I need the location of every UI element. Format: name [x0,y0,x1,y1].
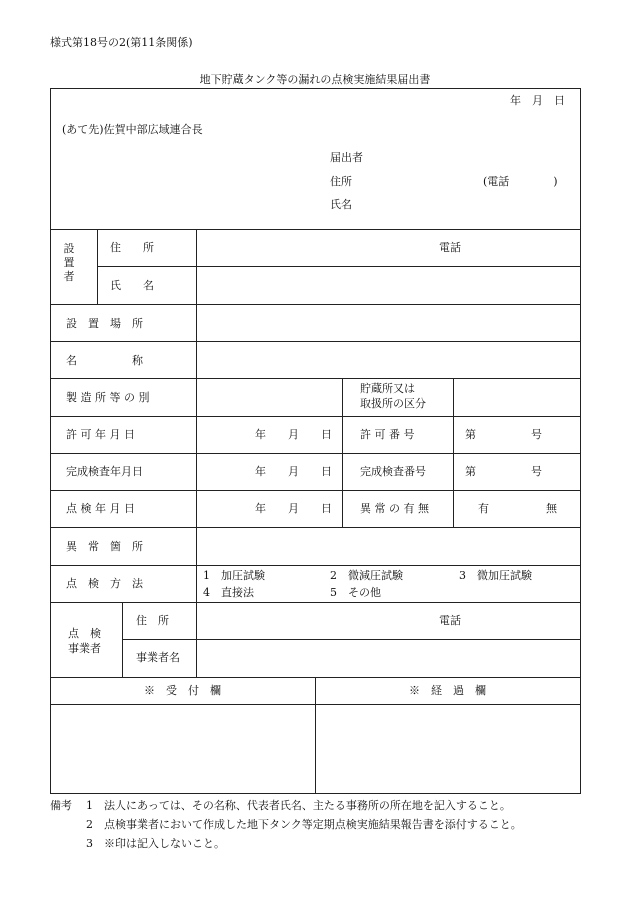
storage-type-label: 貯蔵所又は 取扱所の区分 [360,382,426,410]
applicant-phone-label: (電話 ) [483,175,558,188]
inspector-address-label: 住 所 [136,614,169,627]
permit-number-value[interactable]: 第 号 [465,428,542,441]
completion-number-label: 完成検査番号 [360,465,426,478]
permit-date-value[interactable]: 年 月 日 [255,428,332,441]
installer-phone-label: 電話 [439,241,461,254]
permit-number-label: 許 可 番 号 [360,428,415,441]
abnormality-no[interactable]: 無 [546,502,557,515]
inspector-name-label: 事業者名 [136,651,180,664]
applicant-name-label: 氏名 [330,198,352,211]
name-label: 名 称 [66,354,143,367]
note-3: 3 ※印は記入しないこと。 [86,837,225,850]
method-label: 点 検 方 法 [66,577,143,590]
applicant-address-label: 住所 [330,175,352,188]
notifier-label: 届出者 [330,151,363,164]
completion-date-label: 完成検査年月日 [66,465,143,478]
method-option-2[interactable]: 2 微減圧試験 [330,569,403,582]
inspection-date-label: 点 検 年 月 日 [66,502,135,515]
inspection-date-value[interactable]: 年 月 日 [255,502,332,515]
form-number: 様式第18号の2(第11条関係) [50,36,193,49]
completion-number-value[interactable]: 第 号 [465,465,542,478]
method-option-1[interactable]: 1 加圧試験 [203,569,265,582]
completion-date-value[interactable]: 年 月 日 [255,465,332,478]
inspector-label: 点 検 事業者 [68,627,101,655]
date-field[interactable]: 年 月 日 [510,94,565,107]
installer-address-label: 住 所 [110,241,154,254]
addressee: (あて先)佐賀中部広域連合長 [62,123,203,136]
location-label: 設 置 場 所 [66,317,143,330]
note-2: 2 点検事業者において作成した地下タンク等定期点検実施結果報告書を添付すること。 [86,818,522,831]
form-title: 地下貯蔵タンク等の漏れの点検実施結果届出書 [199,73,431,86]
facility-type-label: 製 造 所 等 の 別 [66,391,150,404]
method-option-5[interactable]: 5 その他 [330,586,381,599]
method-option-4[interactable]: 4 直接法 [203,586,254,599]
abnormality-yes[interactable]: 有 [478,502,489,515]
installer-label: 設置者 [63,242,75,283]
method-option-3[interactable]: 3 微加圧試験 [459,569,532,582]
installer-name-label: 氏 名 [110,279,154,292]
permit-date-label: 許 可 年 月 日 [66,428,135,441]
progress-label: ※ 経 過 欄 [409,684,486,697]
abnormality-label: 異 常 の 有 無 [360,502,429,515]
note-1: 1 法人にあっては、その名称、代表者氏名、主たる事務所の所在地を記入すること。 [86,799,511,812]
notes-prefix: 備考 [50,799,72,812]
abnormal-location-label: 異 常 箇 所 [66,540,143,553]
reception-label: ※ 受 付 欄 [144,684,221,697]
inspector-phone-label: 電話 [439,614,461,627]
